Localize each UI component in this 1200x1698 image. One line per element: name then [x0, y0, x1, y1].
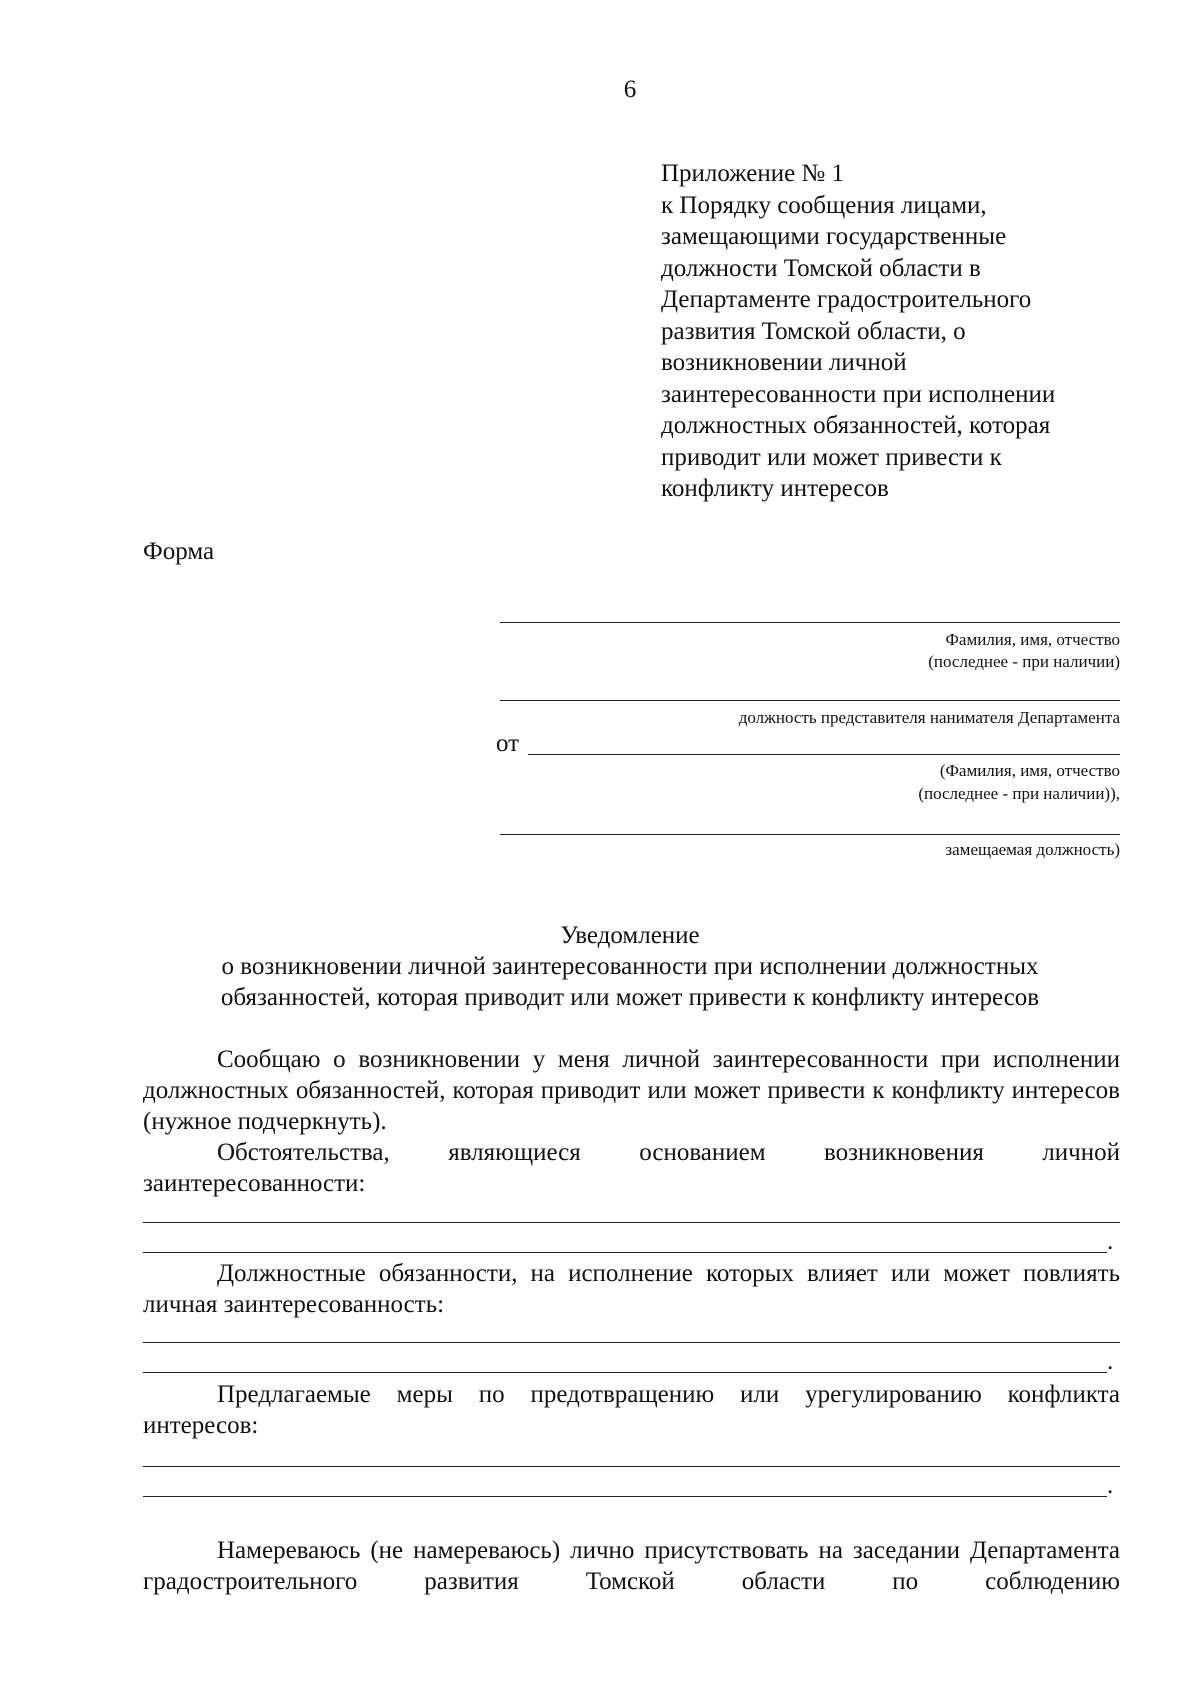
addressee-caption-2: (последнее - при наличии)	[928, 652, 1120, 671]
page-number: 6	[623, 76, 637, 103]
duties-fill-line-1[interactable]	[143, 1342, 1120, 1343]
addressee-caption-1: Фамилия, имя, отчество	[945, 630, 1120, 649]
appendix-reference	[661, 158, 1055, 505]
measures-fill-line-2[interactable]	[143, 1496, 1107, 1497]
duties-text: Должностные обязанности, на исполнение которых влияет или может повлиять личная заинтересованность:	[143, 1260, 1120, 1318]
duties-fill-line-2[interactable]	[143, 1372, 1107, 1373]
circumstances-fill-line-1[interactable]	[143, 1222, 1120, 1223]
measures-fill-line-1[interactable]	[143, 1466, 1120, 1467]
intention-text: Намереваюсь (не намереваюсь) лично присутствовать на заседании Департамента градостроительного развития Томской области по соблюдению	[143, 1537, 1120, 1595]
measures-text: Предлагаемые меры по предотвращению или урегулированию конфликта интересов:	[143, 1381, 1120, 1439]
appendix-line: развития Томской области, о	[661, 317, 966, 345]
circumstances-line-2: заинтересованности:	[143, 1170, 366, 1197]
appendix-line: замещающими государственные	[661, 223, 1007, 250]
notice-title: Уведомление	[560, 922, 700, 949]
appendix-line: Департаменте градостроительного	[661, 286, 1032, 313]
circumstances-line-1: Обстоятельства, являющиеся основанием возникновения личной	[217, 1139, 1120, 1166]
paragraph-report-text: Сообщаю о возникновении у меня личной заинтересованности при исполнении должностных обязанностей, которая приводит или может привести к конфликту интересов (нужное подчеркнуть).	[143, 1046, 1120, 1135]
sender-caption-2: (последнее - при наличии)),	[918, 784, 1120, 803]
from-label: от	[496, 730, 520, 757]
paragraph-duties	[143, 1258, 1120, 1320]
appendix-line: должности Томской области в	[661, 254, 981, 282]
appendix-line: приводит или может привести к	[661, 443, 1002, 471]
paragraph-measures	[143, 1379, 1120, 1441]
addressee-name-line[interactable]	[500, 622, 1120, 623]
paragraph-report	[143, 1044, 1120, 1137]
position-line[interactable]	[500, 700, 1120, 701]
appendix-line: заинтересованности при исполнении	[661, 380, 1056, 408]
appendix-line: возникновении личной	[661, 349, 907, 376]
appendix-line: конфликту интересов	[661, 475, 889, 502]
period-mark: .	[1107, 1472, 1114, 1499]
paragraph-intention	[143, 1535, 1120, 1597]
appendix-line: должностных обязанностей, которая	[661, 412, 1051, 439]
sender-position-line[interactable]	[500, 834, 1120, 835]
paragraph-circumstances	[143, 1137, 1120, 1199]
sender-position-caption: замещаемая должность)	[945, 840, 1120, 859]
sender-name-line[interactable]	[528, 754, 1120, 755]
notice-subtitle-line-1: о возникновении личной заинтересованности при исполнении должностных	[221, 953, 1039, 980]
circumstances-fill-line-2[interactable]	[143, 1252, 1107, 1253]
appendix-line: к Порядку сообщения лицами,	[661, 191, 987, 219]
period-mark: .	[1107, 1228, 1114, 1255]
position-caption: должность представителя нанимателя Департамента	[738, 708, 1120, 727]
appendix-line: Приложение № 1	[661, 160, 845, 187]
form-label: Форма	[143, 538, 215, 565]
period-mark: .	[1107, 1348, 1114, 1375]
notice-subtitle-line-2: обязанностей, которая приводит или может привести к конфликту интересов	[220, 984, 1040, 1011]
sender-caption-1: (Фамилия, имя, отчество	[939, 761, 1120, 780]
